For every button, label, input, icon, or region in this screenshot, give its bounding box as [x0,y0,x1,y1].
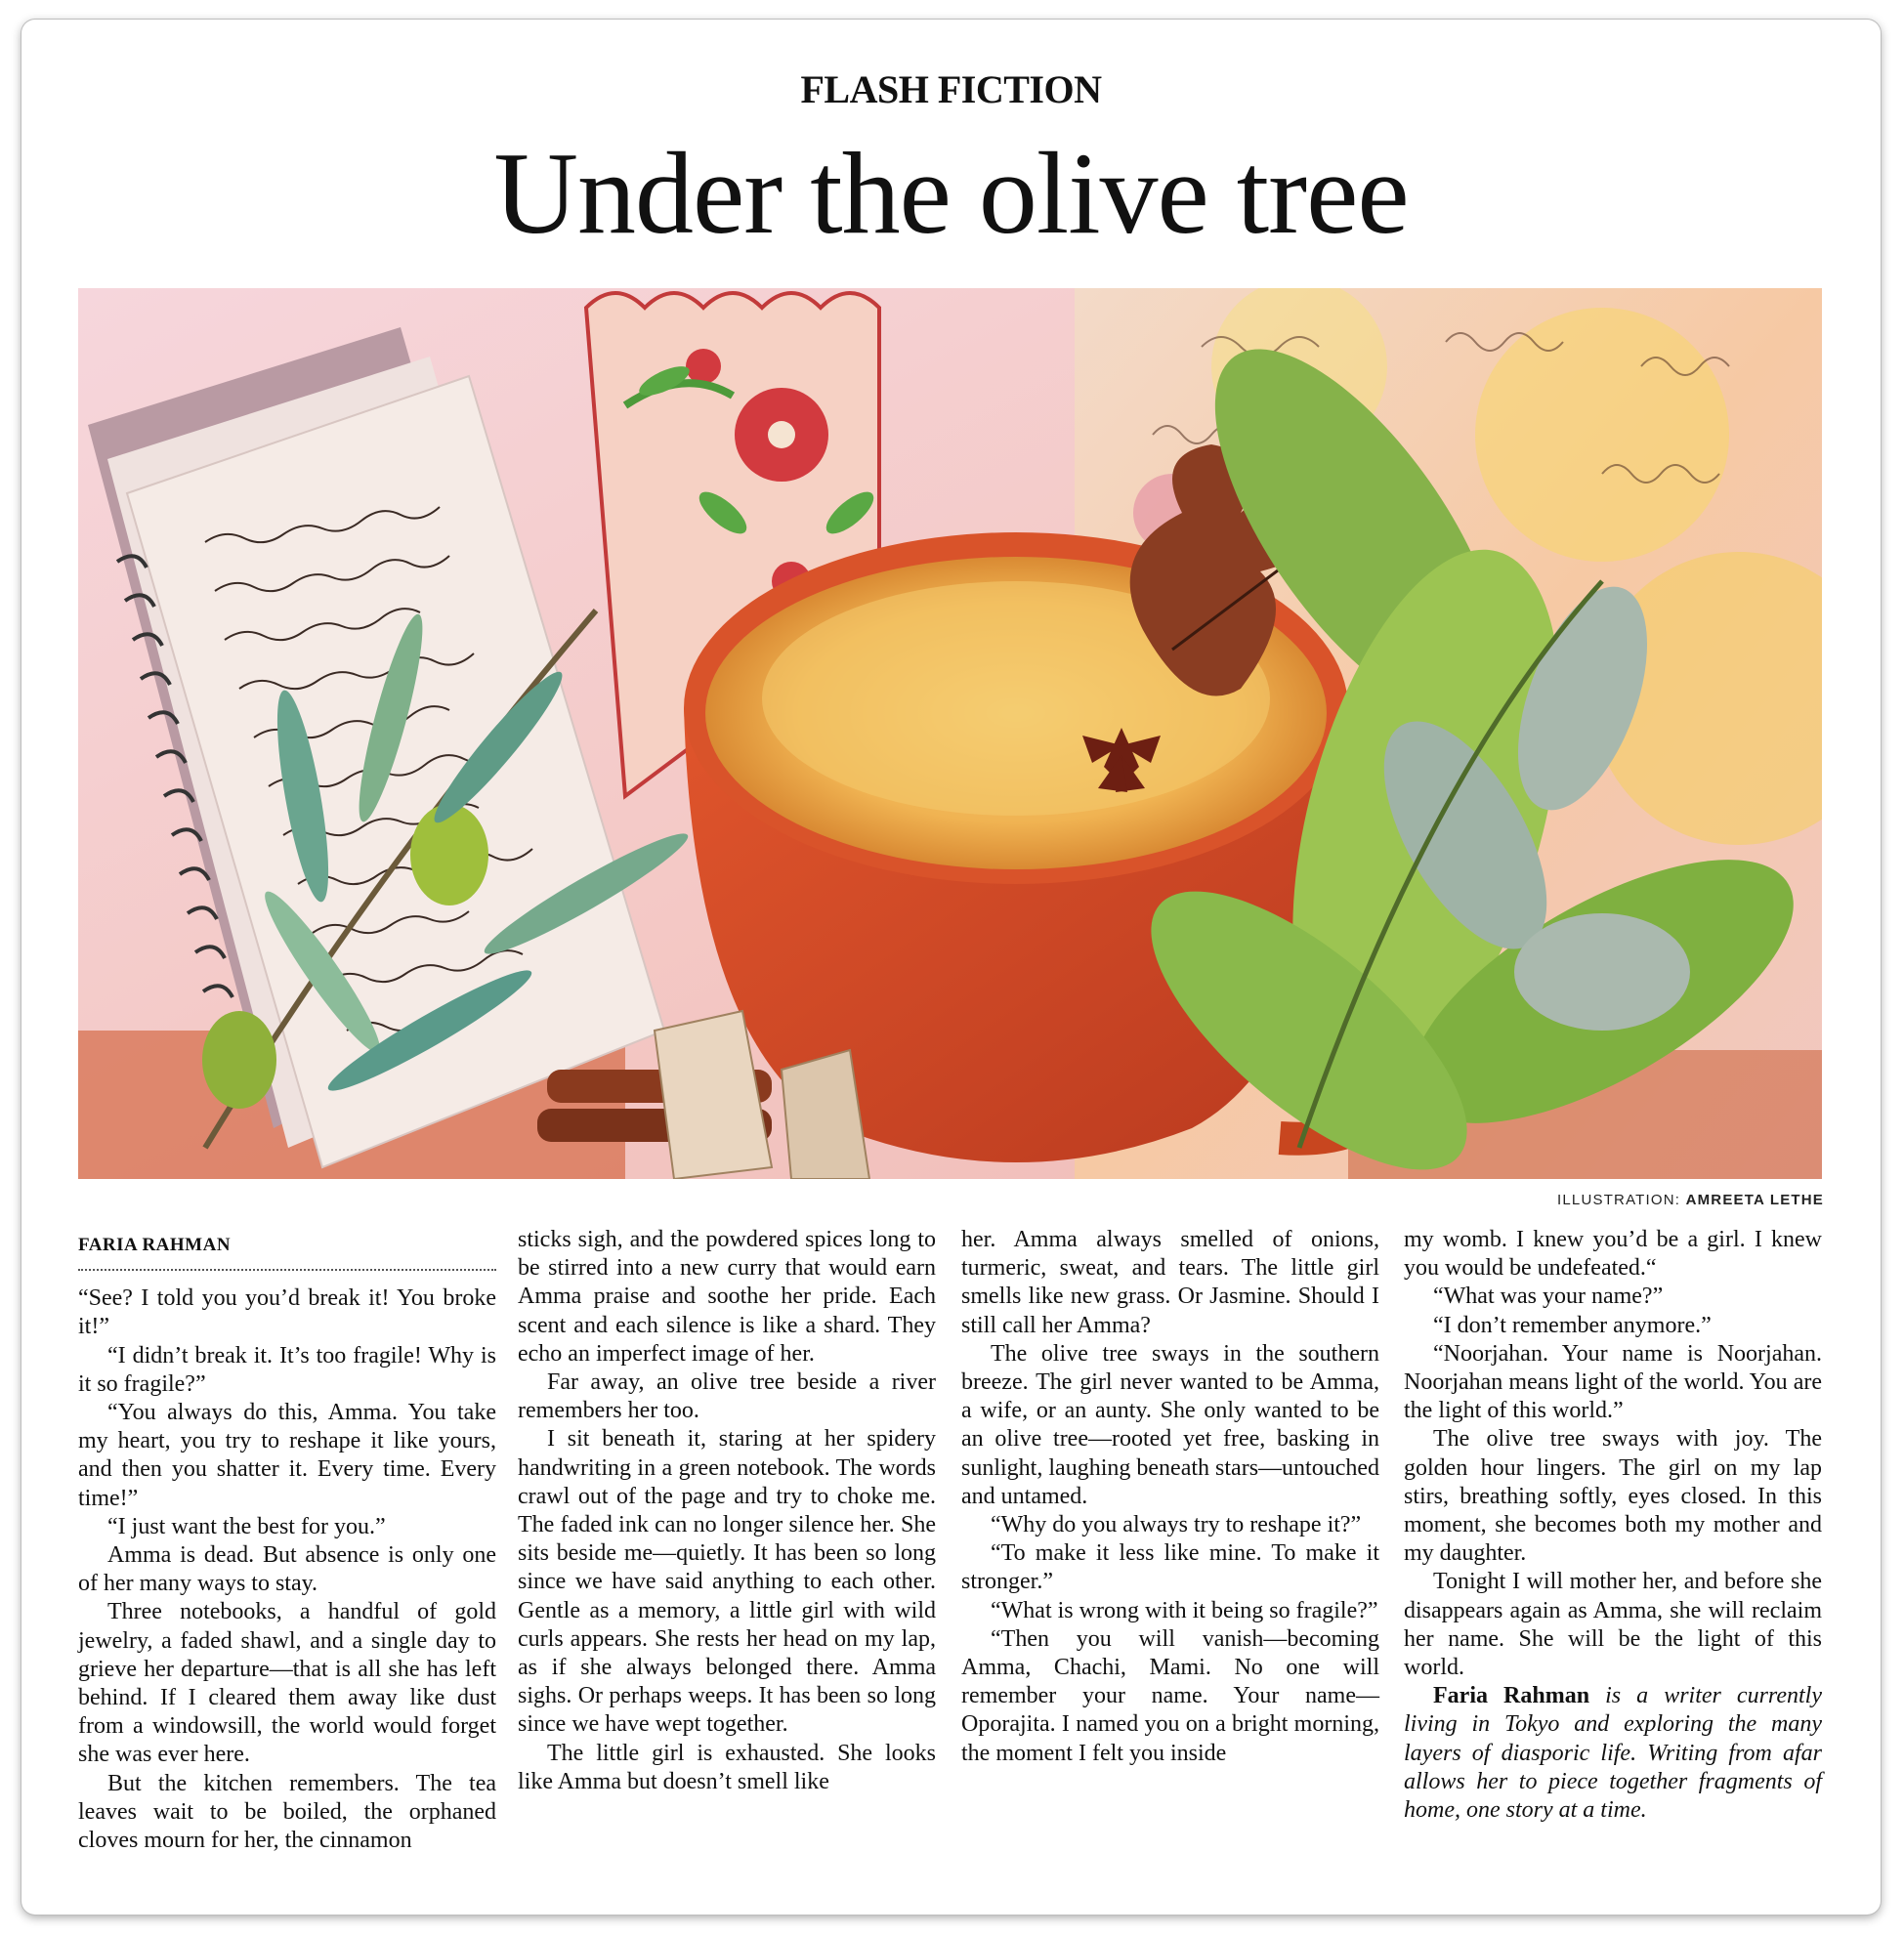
paragraph: my womb. I knew you’d be a girl. I knew you would be undefeated.“ [1404,1227,1822,1282]
credit-name: AMREETA LETHE [1685,1192,1824,1208]
paragraph: “Why do you always try to reshape it?” [991,1512,1362,1538]
paragraph: Amma is dead. But absence is only one of her many ways to stay. [78,1542,496,1597]
author-bio-name: Faria Rahman [1433,1683,1590,1709]
paragraph: “I don’t remember anymore.” [1433,1312,1712,1338]
section-kicker: FLASH FICTION [800,67,1102,111]
paragraph: “You always do this, Amma. You take my heart, you try to reshape it like yours, and then you shatter it. Every time. Every time!” [78,1400,496,1511]
article-page [21,20,1881,1915]
paragraph: Tonight I will mother her, and before she disappears again as Amma, she will reclaim her name. She will be the light of this world. [1404,1569,1822,1681]
illustration-credit [1557,1192,1824,1208]
author-bio [1404,1682,1822,1825]
text-column-1 [78,1231,496,1855]
paragraph: “Noorjahan. Your name is Noorjahan. Noorjahan means light of the world. You are the light of this world.” [1404,1340,1822,1424]
paragraph: “Then you will vanish—becoming Amma, Chachi, Mami. No one will remember your name. Your name—Oporajita. I named you on a bright morning, the moment I felt you inside [961,1625,1379,1766]
paragraph: sticks sigh, and the powdered spices long to be stirred into a new curry that would earn Amma praise and soothe her pride. Each scent and each silence is like a shard. They echo an imperfect image of her. [518,1227,936,1367]
paragraph: “What is wrong with it being so fragile?” [991,1597,1378,1623]
paragraph: “What was your name?” [1433,1284,1664,1310]
credit-label: ILLUSTRATION: [1557,1192,1681,1208]
text-column-2 [518,1226,936,1796]
paragraph: The olive tree sways in the southern breeze. The girl never wanted to be Amma, a wife, or an aunty. She only wanted to be an olive tree—rooted yet free, basking in sunlight, laughing beneath stars—untouched and untamed. [961,1340,1379,1509]
paragraph: The olive tree sways with joy. The golden hour lingers. The girl on my lap stirs, breathing softly, eyes closed. In this moment, she becomes both my mother and my daughter. [1404,1426,1822,1567]
paragraph: But the kitchen remembers. The tea leaves wait to be boiled, the orphaned cloves mourn for her, the cinnamon [78,1770,496,1854]
paragraph: “See? I told you you’d break it! You broke it!” [78,1285,496,1340]
paragraph: Three notebooks, a handful of gold jewelry, a faded shawl, and a single day to grieve her departure—that is all she has left behind. If I cleared them away like dust from a windowsill, the world would forget she was ever here. [78,1599,496,1768]
paragraph: “I just want the best for you.” [107,1513,386,1539]
paragraph: The little girl is exhausted. She looks like Amma but doesn’t smell like [518,1740,936,1794]
byline: FARIA RAHMAN [78,1231,496,1271]
text-column-4 [1404,1226,1822,1825]
text-column-3 [961,1226,1379,1768]
article-headline: Under the olive tree [493,128,1409,258]
paragraph: I sit beneath it, staring at her spidery handwriting in a green notebook. The words crawl out of the page and try to choke me. The faded ink can no longer silence her. She sits beside me—quietly. It has been so long since we have said anything to each other. Gentle as a memory, a little girl with wild curls appears. She rests her head on my lap, as if she always belonged there. Amma sighs. Or perhaps weeps. It has been so long since we have wept together. [518,1426,936,1738]
paragraph: Far away, an olive tree beside a river remembers her too. [518,1369,936,1424]
author-bio-text: is a writer currently living in Tokyo and exploring the many layers of diasporic life. Writing from afar allows her to piece together fragments of home, one story at a time. [1404,1683,1822,1824]
paragraph: “To make it less like mine. To make it stronger.” [961,1540,1379,1595]
paragraph: “I didn’t break it. It’s too fragile! Why is it so fragile?” [78,1342,496,1397]
illustration [78,288,1822,1179]
paragraph: her. Amma always smelled of onions, turmeric, sweat, and tears. The little girl smells like new grass. Or Jasmine. Should I still call her Amma? [961,1227,1379,1338]
